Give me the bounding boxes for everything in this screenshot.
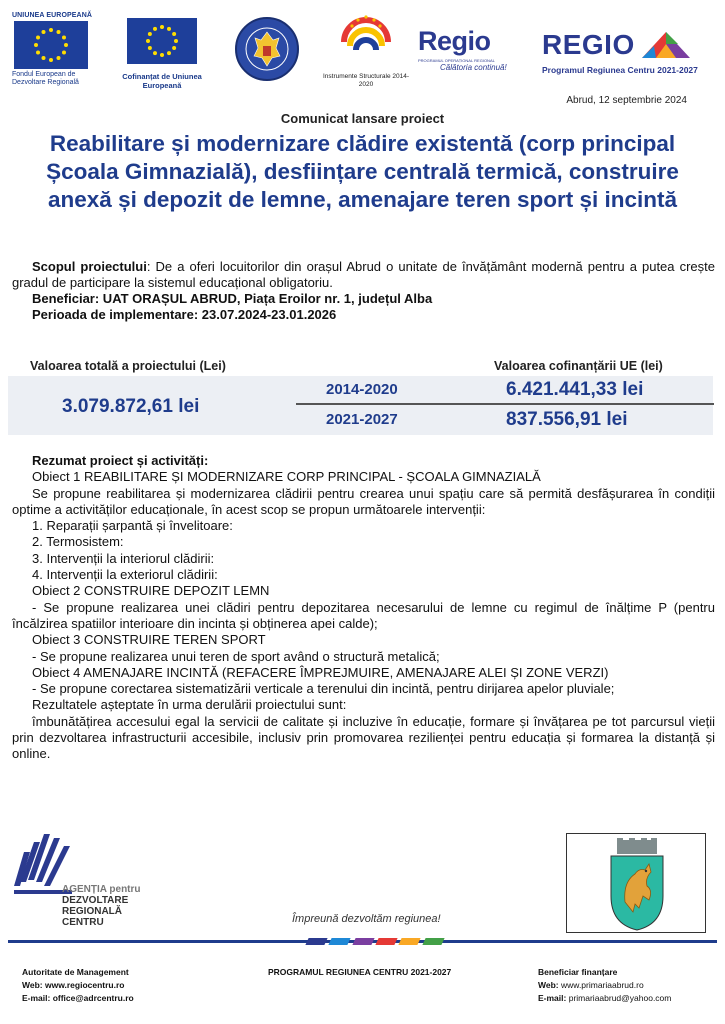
intervention-item: 3. Intervenții la interiorul clădirii: xyxy=(32,550,215,566)
project-intro xyxy=(12,259,715,323)
regio-color-bar xyxy=(305,938,445,945)
announcement-date: Abrud, 12 septembrie 2024 xyxy=(566,95,687,106)
regio-tagline: Călătoria continuă! xyxy=(440,63,507,72)
authority-label: Autoritate de Management xyxy=(22,967,129,977)
beneficiary-web: www.primariaabrud.ro xyxy=(561,980,644,990)
eu-fund-caption: Fondul European de Dezvoltare Regională xyxy=(12,71,79,86)
eu-star-icon xyxy=(153,51,157,55)
eu-star-icon xyxy=(148,46,152,50)
eu-star-icon xyxy=(49,28,53,32)
color-bar-segment xyxy=(352,938,375,945)
eu-star-icon xyxy=(167,27,171,31)
total-value: 3.079.872,61 lei xyxy=(62,396,200,417)
authority-web: Web: www.regiocentru.ro xyxy=(22,980,125,990)
eu-star-icon xyxy=(64,43,68,47)
results-intro: Rezultatele așteptate în urma derulării proiectului sunt: xyxy=(32,697,347,713)
program-name: PROGRAMUL REGIUNEA CENTRU 2021-2027 xyxy=(268,967,452,977)
management-authority xyxy=(22,966,134,1005)
project-scope xyxy=(12,259,715,291)
eu-fedr-logo xyxy=(12,12,94,87)
eu-star-icon xyxy=(34,43,38,47)
regio-centru-caption: Programul Regiunea Centru 2021-2027 xyxy=(542,65,698,75)
project-title: Reabilitare și modernizare clădire existentă (corp principal Școala Gimnazială), desființare centrală termică, construire anexă și depozit de lemne, amenajare teren sport și incintă xyxy=(46,131,679,212)
eu-star-icon xyxy=(57,56,61,60)
eu-star-icon xyxy=(62,36,66,40)
funding-period: 2014-2020 xyxy=(326,381,398,398)
project-values-table xyxy=(8,376,713,435)
announcement-label: Comunicat lansare proiect xyxy=(280,111,445,126)
objective-2-text: - Se propune realizarea unei clădiri pentru depozitarea necesarului de lemne cu regimul de înălțime P (pentru încălzirea spatiilor interioare din incinta și obținerea apei calde); xyxy=(12,599,715,631)
scope-text: : De a oferi locuitorilor din orașul Abrud o unitate de învățământ modernă pentru a putea crește gradul de participare la sistemul educațional obligatoriu. xyxy=(12,259,715,290)
objective-3-title: Obiect 3 CONSTRUIRE TEREN SPORT xyxy=(32,632,266,648)
regio-centru-wordmark: REGIO xyxy=(542,29,635,60)
logo-row xyxy=(0,12,725,94)
cofinance-amount: 6.421.441,33 lei xyxy=(506,379,644,400)
scope-label: Scopul proiectului xyxy=(32,259,147,274)
objective-4-text: - Se propune corectarea sistematizării verticale a terenului din incintă, pentru dirijarea apelor pluviale; xyxy=(32,681,615,697)
adr-line: DEZVOLTARE xyxy=(62,895,129,906)
program-name-footer xyxy=(268,966,451,979)
adr-centru-wordmark xyxy=(62,884,141,928)
regio-small-caption: PROGRAMUL OPERAȚIONAL REGIONAL xyxy=(418,58,495,63)
summary-heading: Rezumat proiect și activități: xyxy=(32,453,209,468)
beneficiary-label: Beneficiar finanțare xyxy=(538,967,618,977)
total-value-header: Valoarea totală a proiectului (Lei) xyxy=(30,359,226,373)
regio-por-logo xyxy=(418,26,530,72)
eu-star-icon xyxy=(62,51,66,55)
abrud-coat-of-arms xyxy=(566,833,706,933)
intervention-item: 1. Reparații șarpantă și învelitoare: xyxy=(32,518,233,534)
eu-flag-icon xyxy=(127,18,197,64)
beneficiary-email-label: E-mail: xyxy=(538,993,567,1003)
structural-instruments-caption: Instrumente Structurale 2014-2020 xyxy=(323,73,409,88)
color-bar-segment xyxy=(399,938,422,945)
eu-star-icon xyxy=(36,51,40,55)
color-bar-segment xyxy=(375,938,398,945)
eu-star-icon xyxy=(49,58,53,62)
value-row xyxy=(296,376,714,405)
adr-line: REGIONALĂ xyxy=(62,906,122,917)
eu-star-icon xyxy=(57,30,61,34)
intervention-item: 4. Intervenții la exteriorul clădirii: xyxy=(32,567,218,583)
objective-2-title: Obiect 2 CONSTRUIRE DEPOZIT LEMN xyxy=(32,583,270,599)
authority-email: E-mail: office@adrcentru.ro xyxy=(22,993,134,1003)
eu-star-icon xyxy=(153,27,157,31)
regio-triangle-icon xyxy=(638,28,694,62)
beneficiary-line: Beneficiar: UAT ORAȘUL ABRUD, Piața Eroilor nr. 1, județul Alba xyxy=(32,291,433,306)
implementation-period: Perioada de implementare: 23.07.2024-23.01.2026 xyxy=(32,307,337,322)
results-text: îmbunătățirea accesului egal la servicii de calitate și incluzive în educație, formare și învățarea pe tot parcursul vieții prin dezvoltarea infrastructurii accesibile, inclusiv prin promovarea rezilienței pentru educația și formarea la distanță și online. xyxy=(12,713,715,762)
eu-star-icon xyxy=(167,51,171,55)
beneficiary-email: primariaabrud@yahoo.com xyxy=(568,993,672,1003)
eu-star-icon xyxy=(42,30,46,34)
cofinance-logo xyxy=(122,18,202,90)
eu-star-icon xyxy=(160,53,164,57)
cofinance-amount: 837.556,91 lei xyxy=(506,409,628,430)
government-seal-icon xyxy=(234,16,300,82)
regio-centru-logo xyxy=(542,28,720,75)
beneficiary-web-label: Web: xyxy=(538,980,559,990)
eu-star-icon xyxy=(174,39,178,43)
intervention-item: 2. Termosistem: xyxy=(32,534,124,550)
eu-flag-icon xyxy=(14,21,88,69)
eu-star-icon xyxy=(172,46,176,50)
eu-star-icon xyxy=(172,32,176,36)
abrud-crest-icon xyxy=(567,834,707,934)
adr-line: CENTRU xyxy=(62,917,104,928)
funding-beneficiary xyxy=(538,966,671,1005)
cofinance-value-header: Valoarea cofinanțării UE (lei) xyxy=(494,359,663,373)
color-bar-segment xyxy=(305,938,328,945)
adr-centru-logo xyxy=(12,832,172,932)
cofinance-caption: Cofinanțat de Uniunea Europeană xyxy=(122,72,202,90)
value-row xyxy=(296,406,714,435)
objective-4-title: Obiect 4 AMENAJARE INCINTĂ (REFACERE ÎMPREJMUIRE, AMENAJARE ALEI ȘI ZONE VERZI) xyxy=(32,664,609,680)
objective-1-text: Se propune reabilitarea și modernizarea clădirii pentru crearea unui spațiu care să permită desfășurarea în condiții optime a activităților educaționale, în acest scop se propun următoarele intervenții: xyxy=(12,485,715,517)
adr-line: AGENȚIA pentru xyxy=(62,884,141,895)
eu-star-icon xyxy=(148,32,152,36)
structural-instruments-icon xyxy=(336,12,396,68)
eu-star-icon xyxy=(160,25,164,29)
regio-wordmark: Regio xyxy=(418,26,491,56)
regional-slogan: Împreună dezvoltăm regiunea! xyxy=(292,913,441,925)
objective-1-title: Obiect 1 REABILITARE ȘI MODERNIZARE CORP PRINCIPAL - ȘCOALA GIMNAZIALĂ xyxy=(32,469,541,485)
funding-period: 2021-2027 xyxy=(326,411,398,428)
eu-star-icon xyxy=(36,36,40,40)
eu-star-icon xyxy=(42,56,46,60)
project-summary xyxy=(12,453,715,763)
structural-instruments-logo xyxy=(322,12,410,89)
color-bar-segment xyxy=(422,938,445,945)
objective-3-text: - Se propune realizarea unui teren de sport având o structură metalică; xyxy=(32,648,440,664)
eu-caption: UNIUNEA EUROPEANĂ xyxy=(12,12,93,19)
government-logo xyxy=(234,16,300,87)
color-bar-segment xyxy=(329,938,352,945)
eu-star-icon xyxy=(146,39,150,43)
